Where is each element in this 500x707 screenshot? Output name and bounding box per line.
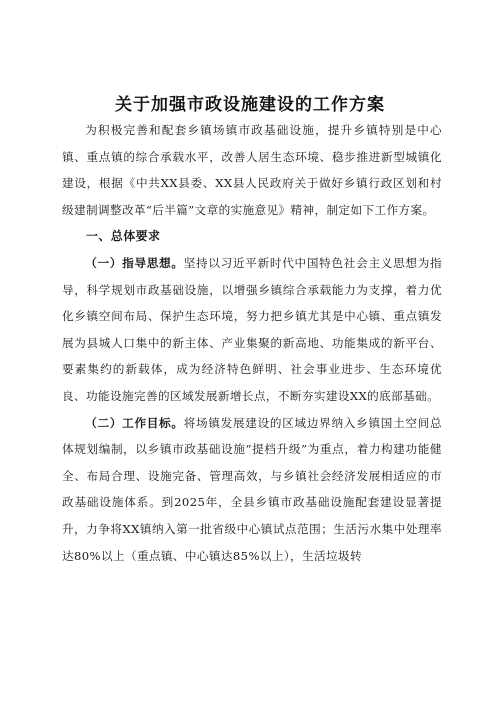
work-goals-paragraph — [62, 410, 442, 570]
section-heading-general-requirements: 一、总体要求 — [86, 229, 161, 244]
document-title: 关于加强市政设施建设的工作方案 — [115, 95, 385, 115]
guiding-ideology-body: 坚持以习近平新时代中国特色社会主义思想为指导，科学规划市政基础设施，以增强乡镇综合承载能力为支撑，着力优化乡镇空间布局、保护生态环境，努力把乡镇尤其是中心镇、重点镇发展为县城人口集中的新主体、产业集聚的新高地、功能集成的新平台、要素集约的新载体，成为经济特色鲜明、社会事业进步、生态环境优良、功能设施完善的区域发展新增长点，不断夯实建设XX的底部基础。 — [62, 255, 443, 403]
work-goals-body: 将场镇发展建设的区域边界纳入乡镇国土空间总体规划编制，以乡镇市政基础设施“提档升级”为重点，着力构建功能健全、布局合理、设施完备、管理高效，与乡镇社会经济发展相适应的市政基础设施体系。到2025年，全县乡镇市政基础设施配套建设显著提升，力争将XX镇纳入第一批省级中心镇试点范围；生活污水集中处理率达80%以上（重点镇、中心镇达85%以上），生活垃圾转 — [62, 415, 443, 563]
document-body — [62, 117, 442, 569]
work-goals-lead: （二）工作目标。 — [85, 415, 184, 430]
guiding-ideology-lead: （一）指导思想。 — [85, 255, 184, 270]
guiding-ideology-paragraph — [62, 250, 442, 410]
intro-paragraph: 为积极完善和配套乡镇场镇市政基础设施，提升乡镇特别是中心镇、重点镇的综合承载水平，改善人居生态环境、稳步推进新型城镇化建设，根据《中共XX县委、XX县人民政府关于做好乡镇行政区划和村级建制调整改革“后半篇”文章的实施意见》精神，制定如下工作方案。 — [62, 123, 442, 217]
